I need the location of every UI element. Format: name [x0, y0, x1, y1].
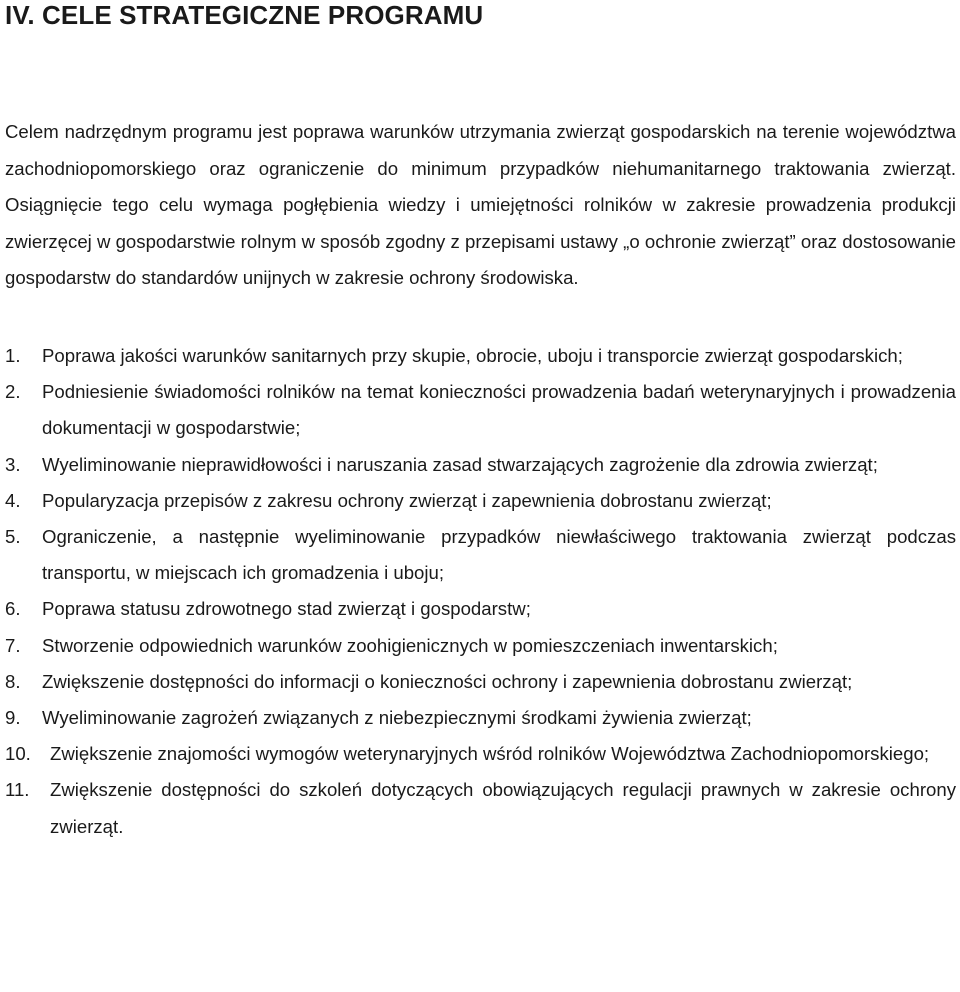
- list-item-number: 10.: [5, 743, 31, 765]
- list-item-number: 6.: [5, 598, 21, 620]
- list-item-text: Zwiększenie dostępności do informacji o konieczności ochrony i zapewnienia dobrostanu zwierząt;: [42, 670, 853, 692]
- list-item: [5, 591, 956, 627]
- intro-paragraph: Celem nadrzędnym programu jest poprawa warunków utrzymania zwierząt gospodarskich na terenie województwa zachodniopomorskiego oraz ograniczenie do minimum przypadków niehumanitarnego traktowania zwierząt. Osiągnięcie tego celu wymaga pogłębienia wiedzy i umiejętności rolników w zakresie prowadzenia produkcji zwierzęcej w gospodarstwie rolnym w sposób zgodny z przepisami ustawy „o ochronie zwierząt” oraz dostosowanie gospodarstw do standardów unijnych w zakresie ochrony środowiska.: [5, 121, 956, 288]
- list-item-number: 9.: [5, 707, 21, 729]
- list-item-text: Poprawa statusu zdrowotnego stad zwierząt i gospodarstw;: [42, 598, 531, 620]
- list-item-text: Zwiększenie znajomości wymogów weterynaryjnych wśród rolników Województwa Zachodniopomorskiego;: [50, 743, 930, 765]
- list-item: [5, 736, 956, 772]
- list-item-number: 2.: [5, 381, 21, 403]
- list-item: [5, 700, 956, 736]
- list-item-number: 11.: [5, 779, 30, 801]
- list-item-text: Podniesienie świadomości rolników na temat konieczności prowadzenia badań weterynaryjnych i prowadzenia dokumentacji w gospodarstwie;: [42, 381, 956, 439]
- list-item-number: 5.: [5, 526, 21, 548]
- goals-list: [5, 338, 956, 845]
- list-item-number: 4.: [5, 489, 21, 511]
- list-item-number: 3.: [5, 453, 21, 475]
- list-item: [5, 628, 956, 664]
- list-item-text: Wyeliminowanie zagrożeń związanych z niebezpiecznymi środkami żywienia zwierząt;: [42, 707, 752, 729]
- list-item-text: Popularyzacja przepisów z zakresu ochrony zwierząt i zapewnienia dobrostanu zwierząt;: [42, 489, 772, 511]
- list-item: [5, 483, 956, 519]
- list-item-number: 1.: [5, 345, 21, 366]
- list-item-text: Wyeliminowanie nieprawidłowości i naruszania zasad stwarzających zagrożenie dla zdrowia zwierząt;: [42, 453, 878, 475]
- list-item-text: Poprawa jakości warunków sanitarnych przy skupie, obrocie, uboju i transporcie zwierząt gospodarskich;: [42, 345, 903, 366]
- list-item: [5, 519, 956, 591]
- list-item: [5, 374, 956, 446]
- list-item: [5, 447, 956, 483]
- section-heading: IV. CELE STRATEGICZNE PROGRAMU: [5, 0, 484, 30]
- list-item: [5, 664, 956, 700]
- list-item-number: 7.: [5, 634, 21, 656]
- list-item-text: Stworzenie odpowiednich warunków zoohigienicznych w pomieszczeniach inwentarskich;: [42, 634, 778, 656]
- list-item: [5, 772, 956, 844]
- list-item-number: 8.: [5, 670, 21, 692]
- list-item: [5, 338, 956, 374]
- list-item-text: Ograniczenie, a następnie wyeliminowanie przypadków niewłaściwego traktowania zwierząt podczas transportu, w miejscach ich gromadzenia i uboju;: [42, 526, 956, 584]
- list-item-text: Zwiększenie dostępności do szkoleń dotyczących obowiązujących regulacji prawnych w zakresie ochrony zwierząt.: [50, 779, 956, 837]
